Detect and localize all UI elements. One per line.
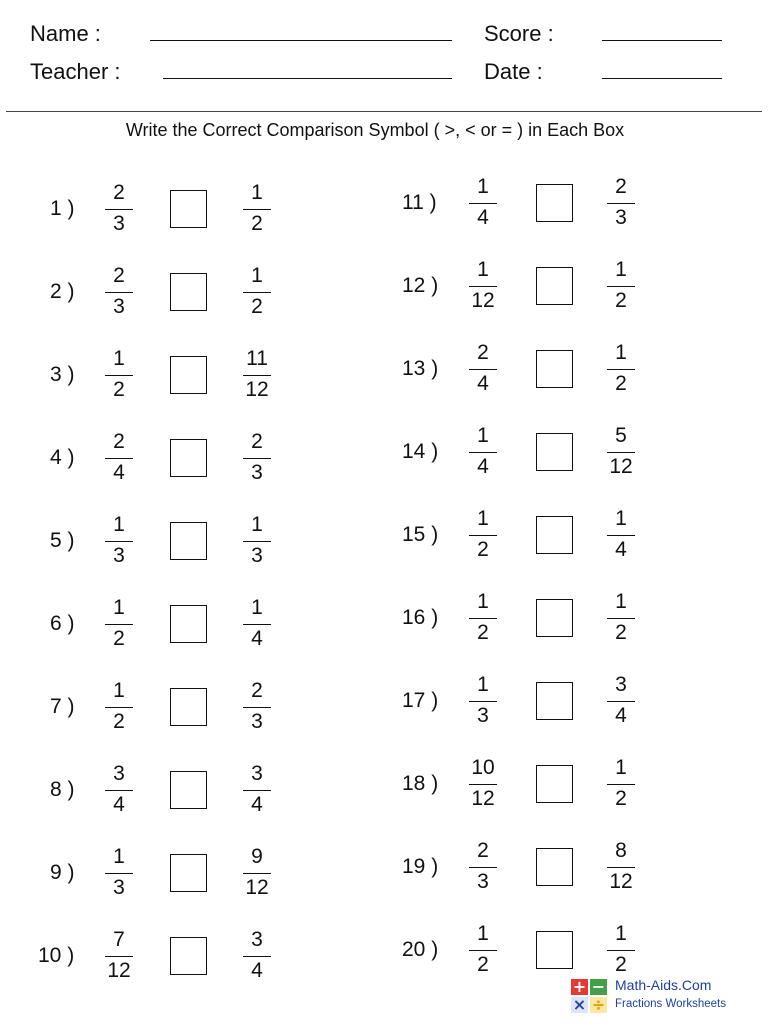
numerator: 2 — [251, 679, 263, 702]
denominator: 2 — [113, 710, 125, 733]
denominator: 12 — [471, 787, 495, 810]
fraction-bar — [607, 784, 635, 785]
comparison-problem — [402, 255, 702, 317]
comparison-problem — [38, 344, 338, 406]
comparison-problem — [38, 759, 338, 821]
fraction-bar — [243, 956, 271, 957]
brand-footer — [570, 976, 760, 1016]
fraction-bar — [469, 203, 497, 204]
answer-box[interactable] — [170, 605, 207, 643]
problem-number: 17 ) — [402, 689, 439, 712]
right-fraction — [603, 421, 639, 483]
numerator: 7 — [113, 928, 125, 951]
problem-number: 15 ) — [402, 523, 439, 546]
fraction-bar — [105, 873, 133, 874]
comparison-problem — [402, 753, 702, 815]
right-fraction — [239, 842, 275, 904]
answer-box[interactable] — [536, 599, 573, 637]
denominator: 12 — [107, 959, 131, 982]
numerator: 11 — [246, 347, 268, 370]
numerator: 3 — [251, 928, 263, 951]
left-fraction — [101, 593, 137, 655]
left-fraction — [465, 919, 501, 981]
fraction-bar — [105, 790, 133, 791]
denominator: 12 — [471, 289, 495, 312]
answer-box[interactable] — [170, 688, 207, 726]
denominator: 3 — [251, 461, 263, 484]
fraction-bar — [243, 790, 271, 791]
problem-number: 18 ) — [402, 772, 439, 795]
comparison-problem — [38, 593, 338, 655]
numerator: 2 — [113, 181, 125, 204]
denominator: 2 — [251, 212, 263, 235]
comparison-problem — [402, 172, 702, 234]
left-fraction — [101, 344, 137, 406]
date-label: Date : — [484, 59, 543, 84]
answer-box[interactable] — [536, 267, 573, 305]
fraction-bar — [243, 458, 271, 459]
left-fraction — [465, 421, 501, 483]
comparison-problem — [402, 670, 702, 732]
numerator: 1 — [251, 596, 263, 619]
answer-box[interactable] — [170, 190, 207, 228]
header-divider — [6, 111, 762, 112]
minus-icon: − — [591, 977, 606, 996]
fraction-bar — [469, 535, 497, 536]
problem-number: 19 ) — [402, 855, 439, 878]
comparison-problem — [402, 338, 702, 400]
problem-number: 4 ) — [50, 446, 75, 469]
comparison-problem — [38, 925, 338, 987]
problem-number: 10 ) — [38, 944, 75, 967]
right-fraction — [239, 593, 275, 655]
problem-number: 14 ) — [402, 440, 439, 463]
fraction-bar — [607, 203, 635, 204]
comparison-problem — [38, 427, 338, 489]
numerator: 1 — [113, 679, 125, 702]
problem-number: 16 ) — [402, 606, 439, 629]
denominator: 4 — [251, 793, 263, 816]
fraction-bar — [243, 209, 271, 210]
answer-box[interactable] — [170, 273, 207, 311]
fraction-bar — [105, 209, 133, 210]
left-fraction — [465, 753, 501, 815]
answer-box[interactable] — [536, 682, 573, 720]
right-fraction — [603, 670, 639, 732]
left-fraction — [101, 510, 137, 572]
numerator: 1 — [477, 590, 489, 613]
numerator: 1 — [113, 347, 125, 370]
denominator: 12 — [245, 378, 269, 401]
numerator: 1 — [477, 424, 489, 447]
right-fraction — [239, 427, 275, 489]
numerator: 1 — [251, 264, 263, 287]
right-fraction — [603, 587, 639, 649]
problem-number: 7 ) — [50, 695, 75, 718]
answer-box[interactable] — [536, 433, 573, 471]
name-label: Name : — [30, 21, 101, 46]
problem-number: 5 ) — [50, 529, 75, 552]
fraction-bar — [105, 541, 133, 542]
numerator: 1 — [615, 507, 627, 530]
fraction-bar — [469, 618, 497, 619]
right-fraction — [239, 759, 275, 821]
answer-box[interactable] — [536, 765, 573, 803]
fraction-bar — [607, 286, 635, 287]
times-icon: × — [572, 995, 587, 1014]
problem-number: 20 ) — [402, 938, 439, 961]
left-fraction — [101, 842, 137, 904]
problem-number: 8 ) — [50, 778, 75, 801]
fraction-bar — [243, 707, 271, 708]
denominator: 3 — [477, 704, 489, 727]
denominator: 12 — [609, 870, 633, 893]
left-fraction — [465, 670, 501, 732]
answer-box[interactable] — [170, 439, 207, 477]
right-fraction — [603, 919, 639, 981]
fraction-bar — [243, 375, 271, 376]
answer-box[interactable] — [536, 516, 573, 554]
teacher-field[interactable] — [163, 78, 452, 79]
numerator: 2 — [113, 264, 125, 287]
answer-box[interactable] — [170, 522, 207, 560]
comparison-problem — [402, 504, 702, 566]
divide-icon: ÷ — [591, 995, 606, 1014]
problem-number: 9 ) — [50, 861, 75, 884]
fraction-bar — [469, 950, 497, 951]
teacher-label: Teacher : — [30, 59, 121, 84]
denominator: 4 — [113, 461, 125, 484]
problem-number: 2 ) — [50, 280, 75, 303]
numerator: 2 — [113, 430, 125, 453]
answer-box[interactable] — [170, 937, 207, 975]
numerator: 1 — [615, 258, 627, 281]
numerator: 1 — [477, 507, 489, 530]
numerator: 1 — [477, 175, 489, 198]
fraction-bar — [469, 452, 497, 453]
left-fraction — [101, 925, 137, 987]
denominator: 4 — [113, 793, 125, 816]
date-field[interactable] — [602, 78, 722, 79]
answer-box[interactable] — [536, 350, 573, 388]
answer-box[interactable] — [170, 356, 207, 394]
comparison-problem — [38, 676, 338, 738]
denominator: 2 — [615, 787, 627, 810]
numerator: 1 — [251, 513, 263, 536]
right-fraction — [603, 504, 639, 566]
numerator: 9 — [251, 845, 263, 868]
numerator: 5 — [615, 424, 627, 447]
fraction-bar — [607, 535, 635, 536]
right-fraction — [603, 255, 639, 317]
comparison-problem — [402, 421, 702, 483]
numerator: 1 — [113, 845, 125, 868]
denominator: 3 — [251, 544, 263, 567]
fraction-bar — [469, 867, 497, 868]
left-fraction — [101, 261, 137, 323]
comparison-problem — [402, 836, 702, 898]
denominator: 2 — [113, 627, 125, 650]
denominator: 4 — [615, 538, 627, 561]
numerator: 3 — [615, 673, 627, 696]
denominator: 2 — [113, 378, 125, 401]
denominator: 4 — [477, 372, 489, 395]
fraction-bar — [105, 292, 133, 293]
answer-box[interactable] — [536, 184, 573, 222]
numerator: 2 — [615, 175, 627, 198]
denominator: 2 — [477, 621, 489, 644]
problem-number: 13 ) — [402, 357, 439, 380]
denominator: 2 — [615, 289, 627, 312]
fraction-bar — [243, 624, 271, 625]
numerator: 1 — [113, 596, 125, 619]
problem-number: 3 ) — [50, 363, 75, 386]
numerator: 1 — [113, 513, 125, 536]
brand-site-name: Math-Aids.Com — [615, 977, 712, 993]
numerator: 1 — [615, 922, 627, 945]
fraction-bar — [469, 701, 497, 702]
right-fraction — [239, 925, 275, 987]
denominator: 3 — [615, 206, 627, 229]
fraction-bar — [105, 458, 133, 459]
fraction-bar — [105, 375, 133, 376]
fraction-bar — [105, 956, 133, 957]
denominator: 3 — [251, 710, 263, 733]
plus-icon: + — [572, 977, 587, 996]
fraction-bar — [607, 618, 635, 619]
left-fraction — [465, 338, 501, 400]
left-fraction — [101, 178, 137, 240]
right-fraction — [239, 261, 275, 323]
denominator: 12 — [609, 455, 633, 478]
numerator: 2 — [477, 839, 489, 862]
fraction-bar — [105, 707, 133, 708]
denominator: 4 — [251, 959, 263, 982]
left-fraction — [465, 587, 501, 649]
fraction-bar — [469, 369, 497, 370]
fraction-bar — [243, 541, 271, 542]
right-fraction — [603, 172, 639, 234]
numerator: 1 — [615, 590, 627, 613]
fraction-bar — [607, 452, 635, 453]
denominator: 2 — [251, 295, 263, 318]
fraction-bar — [243, 873, 271, 874]
left-fraction — [465, 172, 501, 234]
instructions: Write the Correct Comparison Symbol ( >, < or = ) in Each Box — [125, 120, 625, 140]
left-fraction — [465, 255, 501, 317]
denominator: 3 — [113, 295, 125, 318]
denominator: 2 — [477, 538, 489, 561]
denominator: 2 — [615, 372, 627, 395]
fraction-bar — [607, 950, 635, 951]
numerator: 3 — [113, 762, 125, 785]
denominator: 3 — [113, 544, 125, 567]
denominator: 2 — [615, 621, 627, 644]
right-fraction — [239, 510, 275, 572]
numerator: 8 — [615, 839, 627, 862]
comparison-problem — [402, 587, 702, 649]
comparison-problem — [38, 510, 338, 572]
denominator: 4 — [251, 627, 263, 650]
numerator: 2 — [251, 430, 263, 453]
left-fraction — [101, 759, 137, 821]
denominator: 4 — [477, 455, 489, 478]
brand-subtitle: Fractions Worksheets — [615, 998, 726, 1010]
comparison-problem — [38, 261, 338, 323]
left-fraction — [465, 504, 501, 566]
right-fraction — [239, 344, 275, 406]
right-fraction — [603, 338, 639, 400]
denominator: 3 — [113, 876, 125, 899]
numerator: 2 — [477, 341, 489, 364]
problem-number: 1 ) — [50, 197, 75, 220]
numerator: 1 — [477, 258, 489, 281]
right-fraction — [239, 178, 275, 240]
right-fraction — [603, 836, 639, 898]
comparison-problem — [38, 178, 338, 240]
left-fraction — [465, 836, 501, 898]
comparison-problem — [402, 919, 702, 981]
left-fraction — [101, 676, 137, 738]
fraction-bar — [243, 292, 271, 293]
name-field[interactable] — [150, 40, 452, 41]
answer-box[interactable] — [170, 771, 207, 809]
problem-number: 12 ) — [402, 274, 439, 297]
right-fraction — [603, 753, 639, 815]
problem-number: 11 ) — [402, 191, 437, 214]
numerator: 1 — [477, 673, 489, 696]
denominator: 2 — [477, 953, 489, 976]
answer-box[interactable] — [170, 854, 207, 892]
numerator: 1 — [477, 922, 489, 945]
score-field[interactable] — [602, 40, 722, 41]
fraction-bar — [607, 369, 635, 370]
left-fraction — [101, 427, 137, 489]
numerator: 1 — [251, 181, 263, 204]
fraction-bar — [105, 624, 133, 625]
denominator: 3 — [113, 212, 125, 235]
problem-number: 6 ) — [50, 612, 75, 635]
comparison-problem — [38, 842, 338, 904]
fraction-bar — [469, 784, 497, 785]
numerator: 3 — [251, 762, 263, 785]
denominator: 12 — [245, 876, 269, 899]
answer-box[interactable] — [536, 848, 573, 886]
answer-box[interactable] — [536, 931, 573, 969]
fraction-bar — [607, 701, 635, 702]
fraction-bar — [607, 867, 635, 868]
denominator: 4 — [615, 704, 627, 727]
denominator: 3 — [477, 870, 489, 893]
numerator: 10 — [471, 756, 495, 779]
score-label: Score : — [484, 21, 554, 46]
numerator: 1 — [615, 756, 627, 779]
right-fraction — [239, 676, 275, 738]
denominator: 2 — [615, 953, 627, 976]
numerator: 1 — [615, 341, 627, 364]
math-aids-logo-icon — [570, 978, 608, 1014]
denominator: 4 — [477, 206, 489, 229]
fraction-bar — [469, 286, 497, 287]
